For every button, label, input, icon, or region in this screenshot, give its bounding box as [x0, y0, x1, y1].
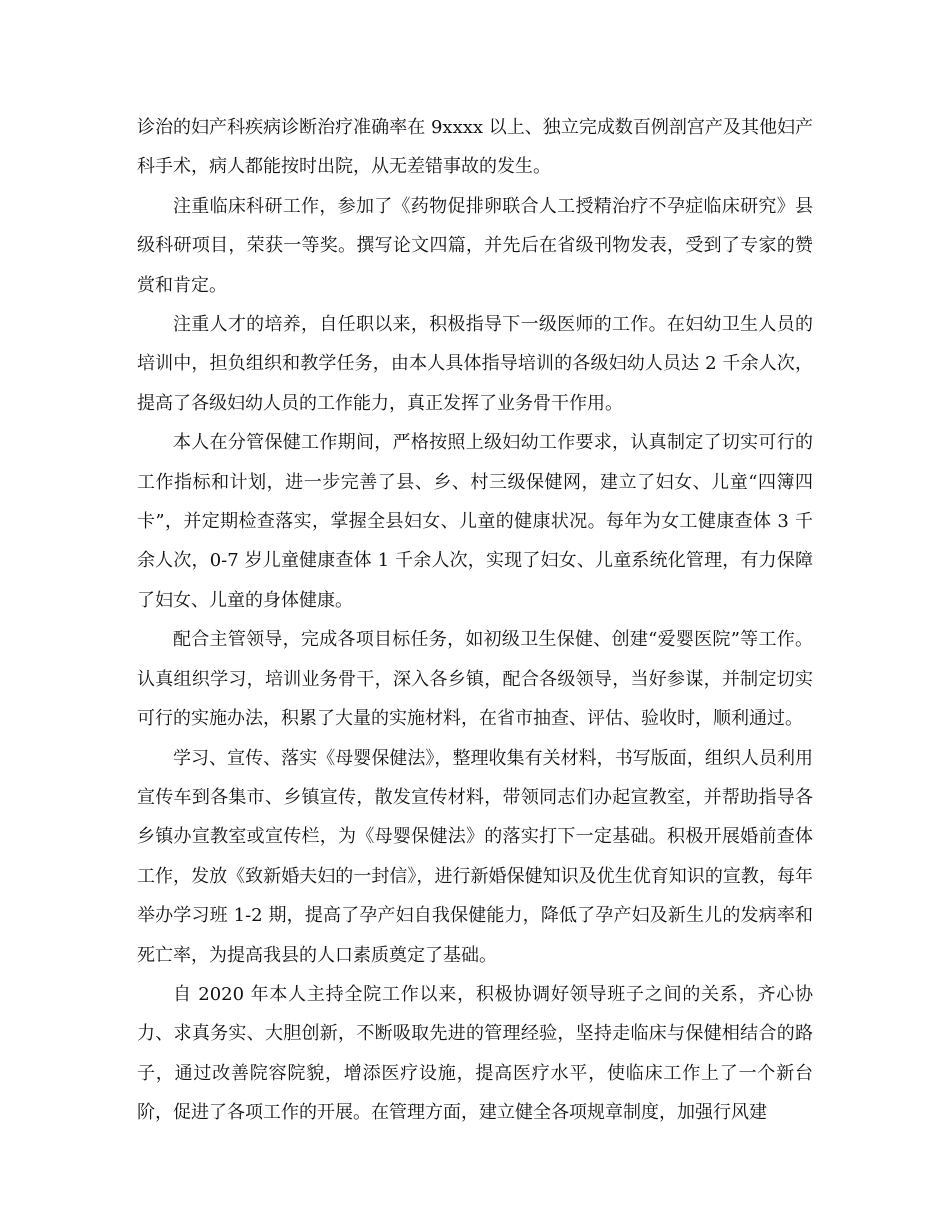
paragraph-1: 诊治的妇产科疾病诊断治疗准确率在 9xxxx 以上、独立完成数百例剖宫产及其他妇产科手术，病人都能按时出院，从无差错事故的发生。	[137, 117, 813, 178]
paragraph-2: 注重临床科研工作，参加了《药物促排卵联合人工授精治疗不孕症临床研究》县级科研项目，荣获一等奖。撰写论文四篇，并先后在省级刊物发表，受到了专家的赞赏和肯定。	[137, 195, 813, 296]
paragraph-4: 本人在分管保健工作期间，严格按照上级妇幼工作要求，认真制定了切实可行的工作指标和计划，进一步完善了县、乡、村三级保健网，建立了妇女、儿童“四簿四卡”，并定期检查落实，掌握全县妇女、儿童的健康状况。每年为女工健康查体 3 千余人次，0-7 岁儿童健康查体 1 千余人次，实现了妇女、儿童系统化管理，有力保障了妇女、儿童的身体健康。	[137, 432, 813, 611]
paragraph-3: 注重人才的培养，自任职以来，积极指导下一级医师的工作。在妇幼卫生人员的培训中，担负组织和教学任务，由本人具体指导培训的各级妇幼人员达 2 千余人次，提高了各级妇幼人员的工作能力，真正发挥了业务骨干作用。	[137, 314, 813, 414]
paragraph-5: 配合主管领导，完成各项目标任务，如初级卫生保健、创建“爱婴医院”等工作。认真组织学习，培训业务骨干，深入各乡镇，配合各级领导，当好参谋，并制定切实可行的实施办法，积累了大量的实施材料，在省市抽查、评估、验收时，顺利通过。	[137, 629, 813, 730]
paragraph-6: 学习、宣传、落实《母婴保健法》，整理收集有关材料，书写版面，组织人员利用宣传车到各集市、乡镇宣传，散发宣传材料，带领同志们办起宣教室，并帮助指导各乡镇办宣教室或宣传栏，为《母婴保健法》的落实打下一定基础。积极开展婚前查体工作，发放《致新婚夫妇的一封信》，进行新婚保健知识及优生优育知识的宣教，每年举办学习班 1-2 期，提高了孕产妇自我保健能力，降低了孕产妇及新生儿的发病率和死亡率，为提高我县的人口素质奠定了基础。	[137, 747, 813, 966]
paragraph-7: 自 2020 年本人主持全院工作以来，积极协调好领导班子之间的关系，齐心协力、求真务实、大胆创新，不断吸取先进的管理经验，坚持走临床与保健相结合的路子，通过改善院容院貌，增添医疗设施，提高医疗水平，使临床工作上了一个新台阶，促进了各项工作的开展。在管理方面，建立健全各项规章制度，加强行风建	[137, 983, 813, 1124]
document-body	[137, 108, 813, 1133]
